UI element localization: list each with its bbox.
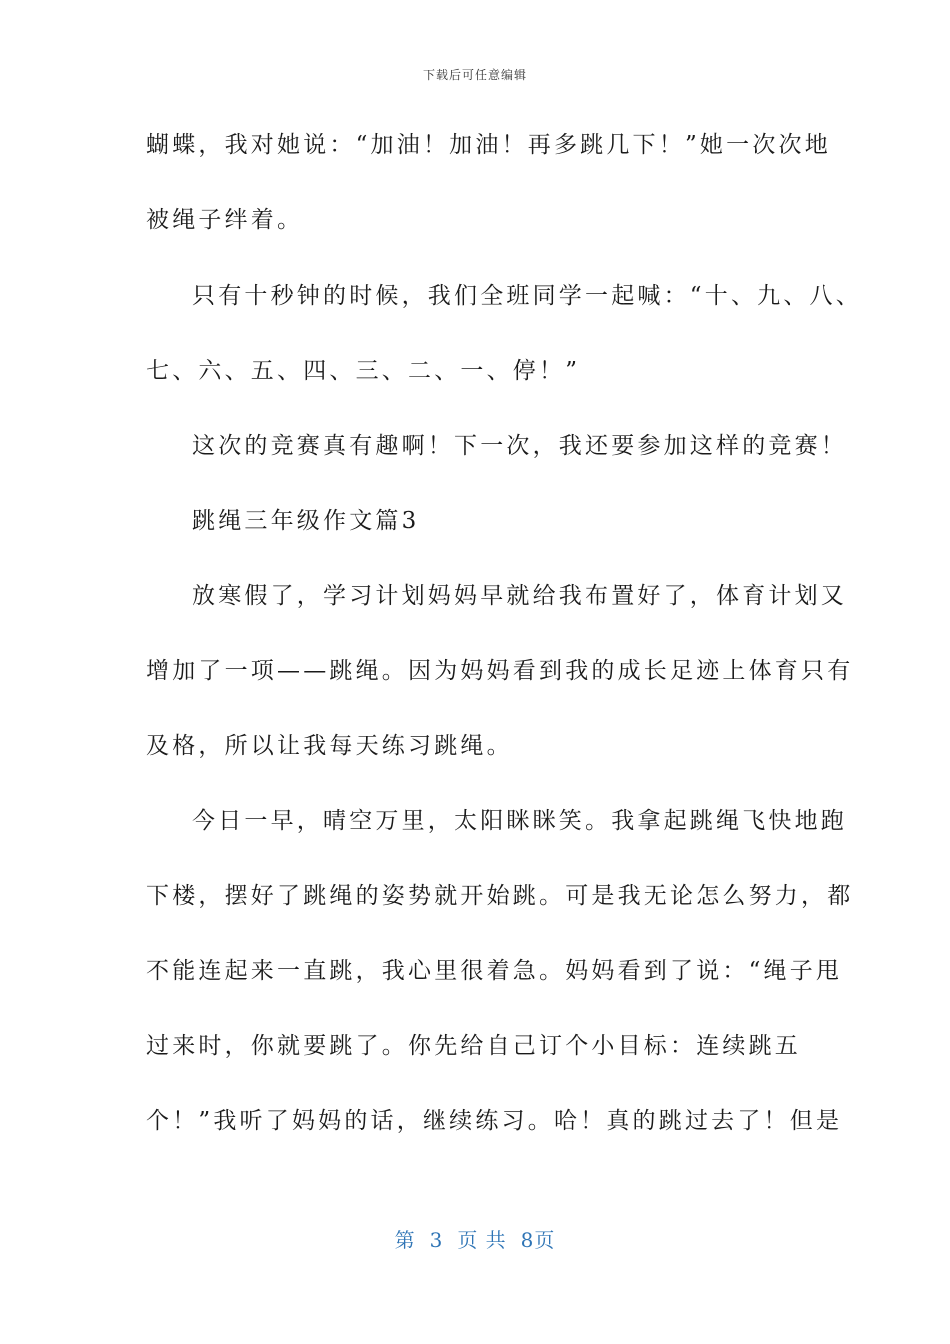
text-line: 过来时，你就要跳了。你先给自己订个小目标：连续跳五 <box>146 1033 801 1059</box>
text-line: 下楼，摆好了跳绳的姿势就开始跳。可是我无论怎么努力，都 <box>146 883 854 909</box>
page-number-current: 3 <box>429 1228 444 1252</box>
text-line: 今日一早，晴空万里，太阳眯眯笑。我拿起跳绳飞快地跑 <box>192 808 847 834</box>
header-note: 下载后可任意编辑 <box>422 68 527 82</box>
text-line: 被绳子绊着。 <box>146 207 304 233</box>
text-line: 不能连起来一直跳，我心里很着急。妈妈看到了说：“绳子甩 <box>146 958 843 984</box>
text-line: 这次的竞赛真有趣啊！下一次，我还要参加这样的竞赛！ <box>192 433 847 459</box>
text-line: 放寒假了，学习计划妈妈早就给我布置好了，体育计划又 <box>192 583 847 609</box>
text-line: 蝴蝶，我对她说：“加油！加油！再多跳几下！”她一次次地 <box>146 132 831 158</box>
page-number <box>0 1224 950 1253</box>
page-number-prefix: 第 <box>394 1228 416 1252</box>
text-line: 七、六、五、四、三、二、一、停！” <box>146 358 581 384</box>
page-number-total: 8页 <box>520 1228 556 1252</box>
page-number-middle: 页 共 <box>457 1228 507 1252</box>
section-heading: 跳绳三年级作文篇3 <box>192 508 420 534</box>
text-line: 个！”我听了妈妈的话，继续练习。哈！真的跳过去了！但是 <box>146 1108 843 1134</box>
text-line: 及格，所以让我每天练习跳绳。 <box>146 733 513 759</box>
text-line: 只有十秒钟的时候，我们全班同学一起喊：“十、九、八、 <box>192 283 862 309</box>
text-line: 增加了一项——跳绳。因为妈妈看到我的成长足迹上体育只有 <box>146 658 854 684</box>
